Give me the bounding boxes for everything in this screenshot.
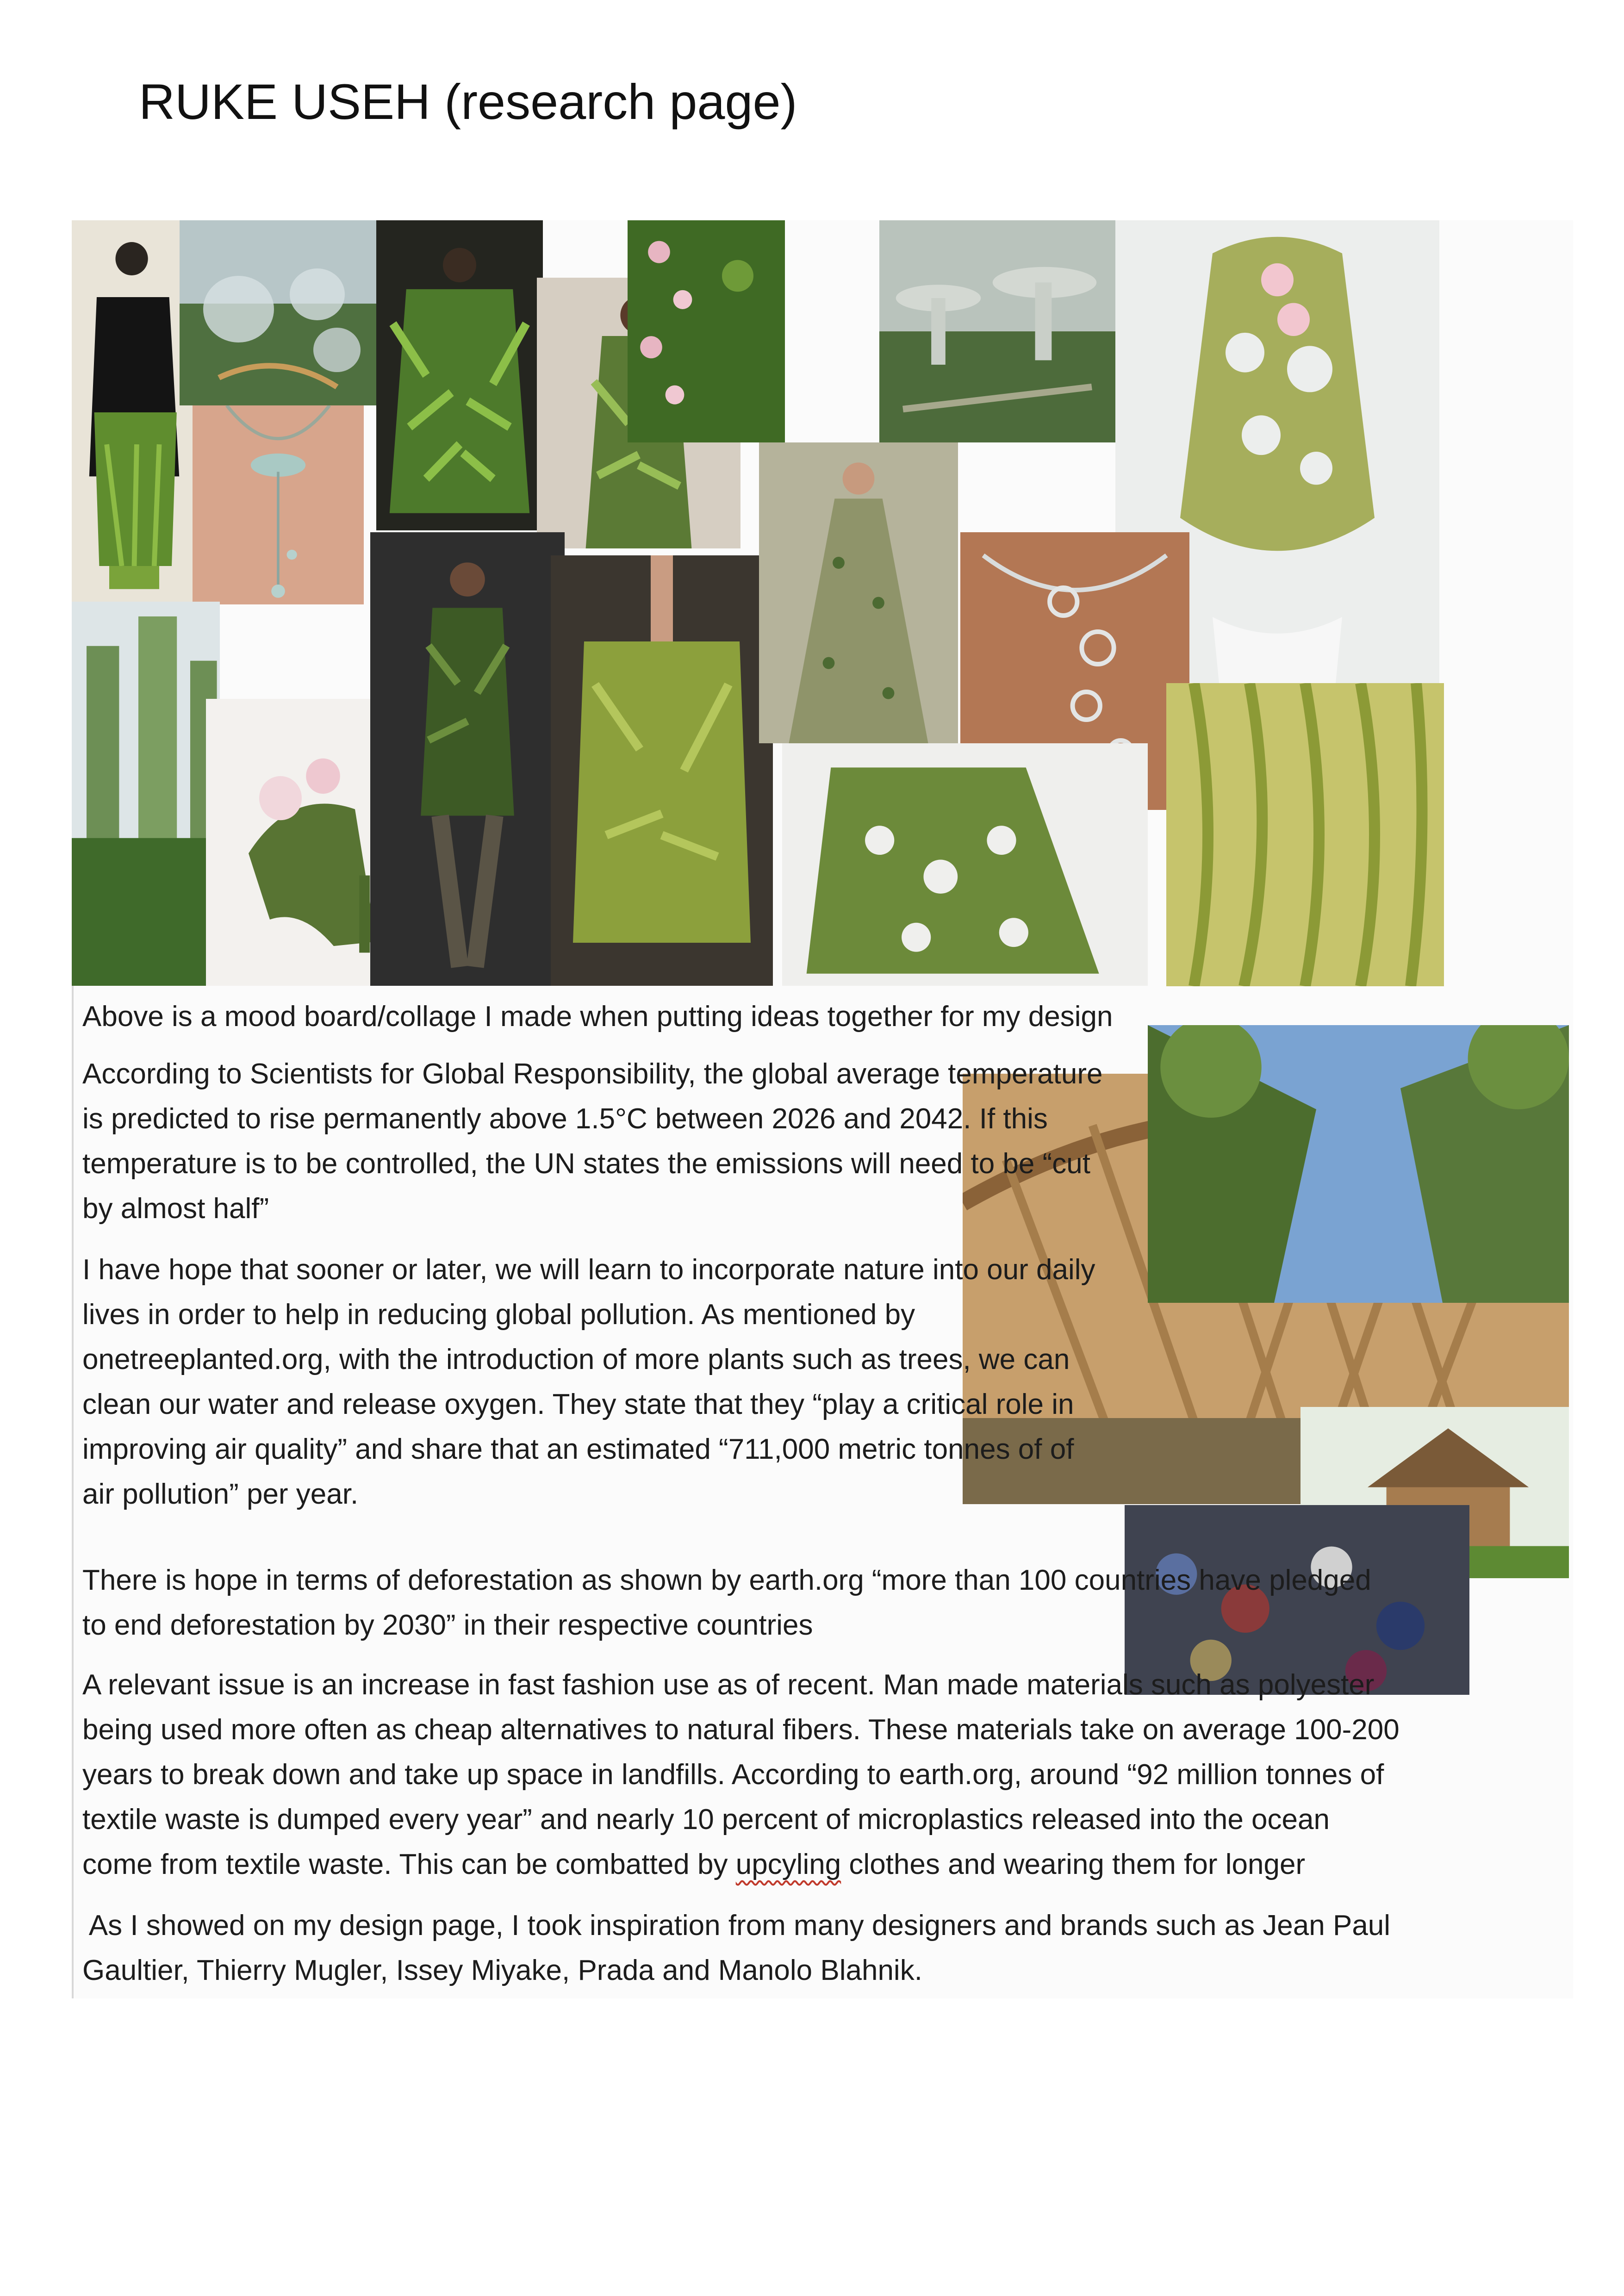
caption-line: Above is a mood board/collage I made when putting ideas together for my design <box>82 1001 1113 1033</box>
text-line <box>82 1842 1400 1887</box>
temperature-paragraph <box>82 1052 1102 1231</box>
text-line: Gaultier, Thierry Mugler, Issey Miyake, Prada and Manolo Blahnik. <box>82 1954 922 1986</box>
vertical-forest-photo <box>1148 1025 1569 1303</box>
text-line: onetreeplanted.org, with the introduction of more plants such as trees, we can <box>82 1344 1070 1375</box>
deforestation-paragraph <box>82 1558 1371 1648</box>
text-line: As I showed on my design page, I took inspiration from many designers and brands such as Jean Paul <box>82 1910 1391 1941</box>
text-line: years to break down and take up space in landfills. According to earth.org, around “92 million tonnes of <box>82 1759 1384 1791</box>
mushroom-city-photo <box>879 220 1115 442</box>
text-line: being used more often as cheap alternatives to natural fibers. These materials take on average 100-200 <box>82 1714 1400 1746</box>
pendant-necklace-photo <box>193 405 364 604</box>
text-line: air pollution” per year. <box>82 1478 359 1510</box>
text-line: I have hope that sooner or later, we will learn to incorporate nature into our daily <box>82 1254 1095 1286</box>
text-fragment: come from textile waste. This can be combatted by <box>82 1848 736 1880</box>
leaf-dress-runway-photo <box>370 532 565 986</box>
spelling-error-word: upcyling <box>735 1848 841 1880</box>
text-line: by almost half” <box>82 1193 269 1225</box>
coat-model-photo <box>72 220 197 604</box>
text-line: clean our water and release oxygen. They state that they “play a critical role in <box>82 1388 1074 1420</box>
text-line: is predicted to rise permanently above 1.5°C between 2026 and 2042. If this <box>82 1103 1048 1135</box>
text-line: There is hope in terms of deforestation as shown by earth.org “more than 100 countries have pledged <box>82 1564 1371 1596</box>
text-line: to end deforestation by 2030” in their respective countries <box>82 1609 813 1641</box>
text-line: A relevant issue is an increase in fast fashion use as of recent. Man made materials such as polyester <box>82 1669 1375 1701</box>
fern-dress-runway-photo <box>376 220 543 530</box>
text-line: According to Scientists for Global Responsibility, the global average temperature <box>82 1058 1103 1090</box>
green-top-closeup-photo <box>551 555 773 986</box>
pink-flowers-photo <box>628 220 785 442</box>
text-line: textile waste is dumped every year” and nearly 10 percent of microplastics released into the ocean <box>82 1804 1330 1836</box>
fast-fashion-paragraph <box>82 1662 1400 1887</box>
page-title: RUKE USEH (research page) <box>139 74 797 130</box>
text-line: improving air quality” and share that an estimated “711,000 metric tonnes of of <box>82 1433 1074 1465</box>
net-skirt-photo <box>782 743 1148 986</box>
nature-paragraph <box>82 1247 1095 1517</box>
text-line: lives in order to help in reducing global pollution. As mentioned by <box>82 1299 915 1331</box>
mood-board-caption <box>82 994 1113 1039</box>
bubble-city-photo <box>180 220 376 405</box>
text-line: temperature is to be controlled, the UN states the emissions will need to be “cut <box>82 1148 1090 1180</box>
embroidered-gown-photo <box>759 442 958 743</box>
green-towers-photo <box>72 602 220 986</box>
inspiration-paragraph <box>82 1903 1390 1993</box>
green-fibers-photo <box>1166 683 1444 986</box>
text-fragment: clothes and wearing them for longer <box>841 1848 1306 1880</box>
